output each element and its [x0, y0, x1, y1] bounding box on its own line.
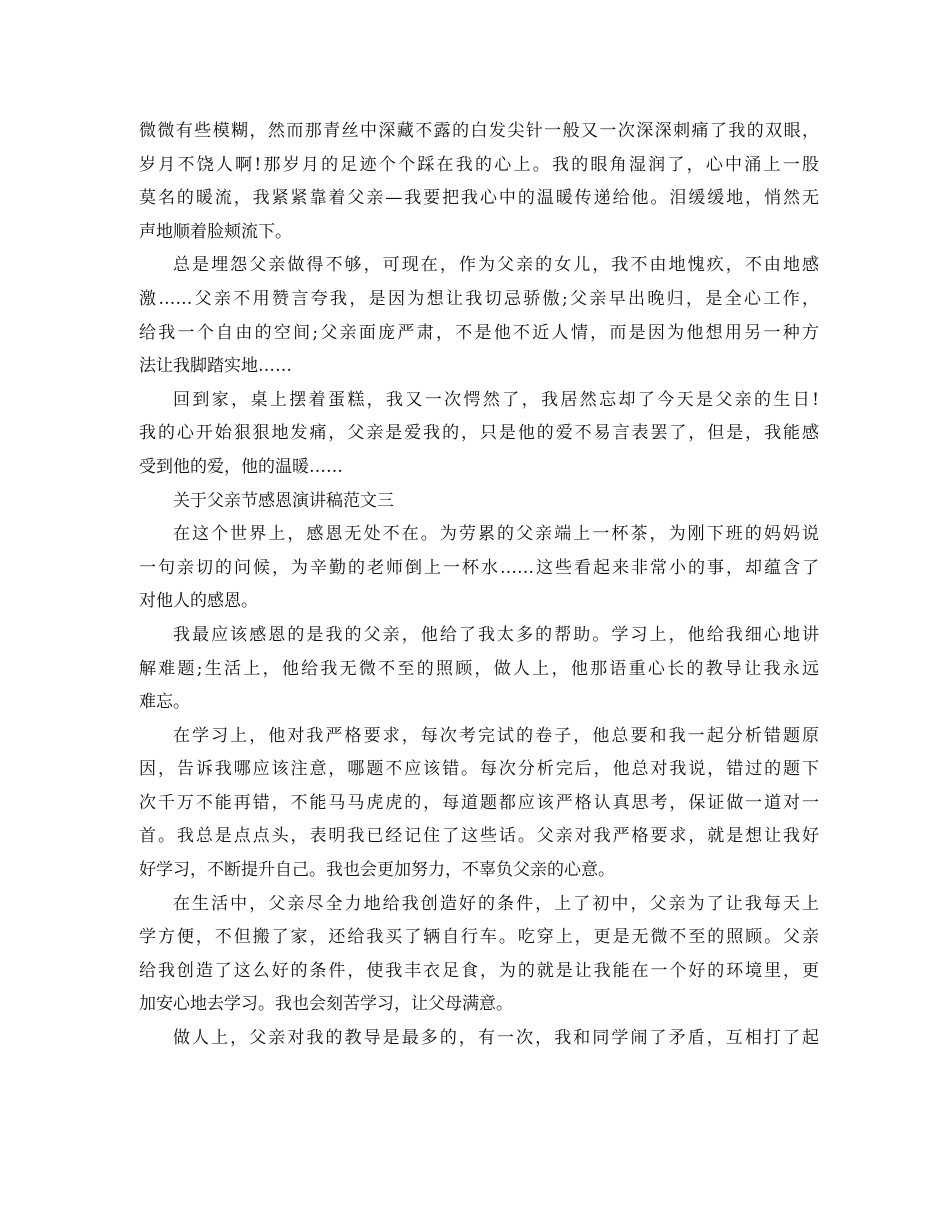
paragraph [139, 1022, 819, 1056]
text-line: 给我一个自由的空间;父亲面庞严肃，不是他不近人情，而是因为他想用另一种方 [139, 322, 819, 343]
paragraph [139, 384, 819, 485]
text-line: 因，告诉我哪应该注意，哪题不应该错。每次分析完后，他总对我说，错过的题下 [139, 759, 819, 780]
text-line: 加安心地去学习。我也会刻苦学习，让父母满意。 [139, 994, 513, 1015]
paragraph [139, 485, 819, 519]
text-line: 对他人的感恩。 [139, 591, 258, 612]
paragraph [139, 518, 819, 619]
text-line: 受到他的爱，他的温暖…… [139, 456, 343, 477]
text-line: 一句亲切的问候，为辛勤的老师倒上一杯水……这些看起来非常小的事，却蕴含了 [139, 557, 819, 578]
text-line: 激……父亲不用赞言夸我，是因为想让我切忌骄傲;父亲早出晚归，是全心工作， [139, 288, 819, 309]
text-line: 我最应该感恩的是我的父亲，他给了我太多的帮助。学习上，他给我细心地讲 [173, 624, 819, 645]
text-line: 学方便，不但搬了家，还给我买了辆自行车。吃穿上，更是无微不至的照顾。父亲 [139, 927, 819, 948]
text-line: 莫名的暖流，我紧紧靠着父亲—我要把我心中的温暖传递给他。泪缓缓地，悄然无 [139, 188, 819, 209]
text-line: 在这个世界上，感恩无处不在。为劳累的父亲端上一杯茶，为刚下班的妈妈说 [173, 524, 819, 545]
text-line: 岁月不饶人啊!那岁月的足迹个个踩在我的心上。我的眼角湿润了，心中涌上一股 [139, 154, 819, 175]
text-line: 关于父亲节感恩演讲稿范文三 [173, 490, 394, 511]
paragraph [139, 619, 819, 720]
text-line: 在学习上，他对我严格要求，每次考完试的卷子，他总要和我一起分析错题原 [173, 725, 819, 746]
text-line: 回到家，桌上摆着蛋糕，我又一次愕然了，我居然忘却了今天是父亲的生日! [173, 389, 819, 410]
text-line: 难忘。 [139, 692, 190, 713]
document-body [139, 115, 819, 1056]
text-line: 首。我总是点点头，表明我已经记住了这些话。父亲对我严格要求，就是想让我好 [139, 826, 819, 847]
paragraph [139, 249, 819, 383]
text-line: 给我创造了这么好的条件，使我丰衣足食，为的就是让我能在一个好的环境里，更 [139, 960, 819, 981]
text-line: 做人上，父亲对我的教导是最多的，有一次，我和同学闹了矛盾，互相打了起 [173, 1028, 819, 1049]
text-line: 我的心开始狠狠地发痛，父亲是爱我的，只是他的爱不易言表罢了，但是，我能感 [139, 423, 819, 444]
text-line: 法让我脚踏实地…… [139, 356, 292, 377]
text-line: 次千万不能再错，不能马马虎虎的，每道题都应该严格认真思考，保证做一道对一 [139, 792, 819, 813]
text-line: 在生活中，父亲尽全力地给我创造好的条件，上了初中，父亲为了让我每天上 [173, 893, 819, 914]
paragraph [139, 115, 819, 249]
text-line: 声地顺着脸颊流下。 [139, 221, 292, 242]
text-line: 解难题;生活上，他给我无微不至的照顾，做人上，他那语重心长的教导让我永远 [139, 658, 819, 679]
text-line: 微微有些模糊，然而那青丝中深藏不露的白发尖针一般又一次深深刺痛了我的双眼， [139, 121, 819, 141]
paragraph [139, 888, 819, 1022]
text-line: 好学习，不断提升自己。我也会更加努力，不辜负父亲的心意。 [139, 860, 615, 881]
text-line: 总是埋怨父亲做得不够，可现在，作为父亲的女儿，我不由地愧疚，不由地感 [173, 255, 819, 276]
paragraph [139, 720, 819, 888]
